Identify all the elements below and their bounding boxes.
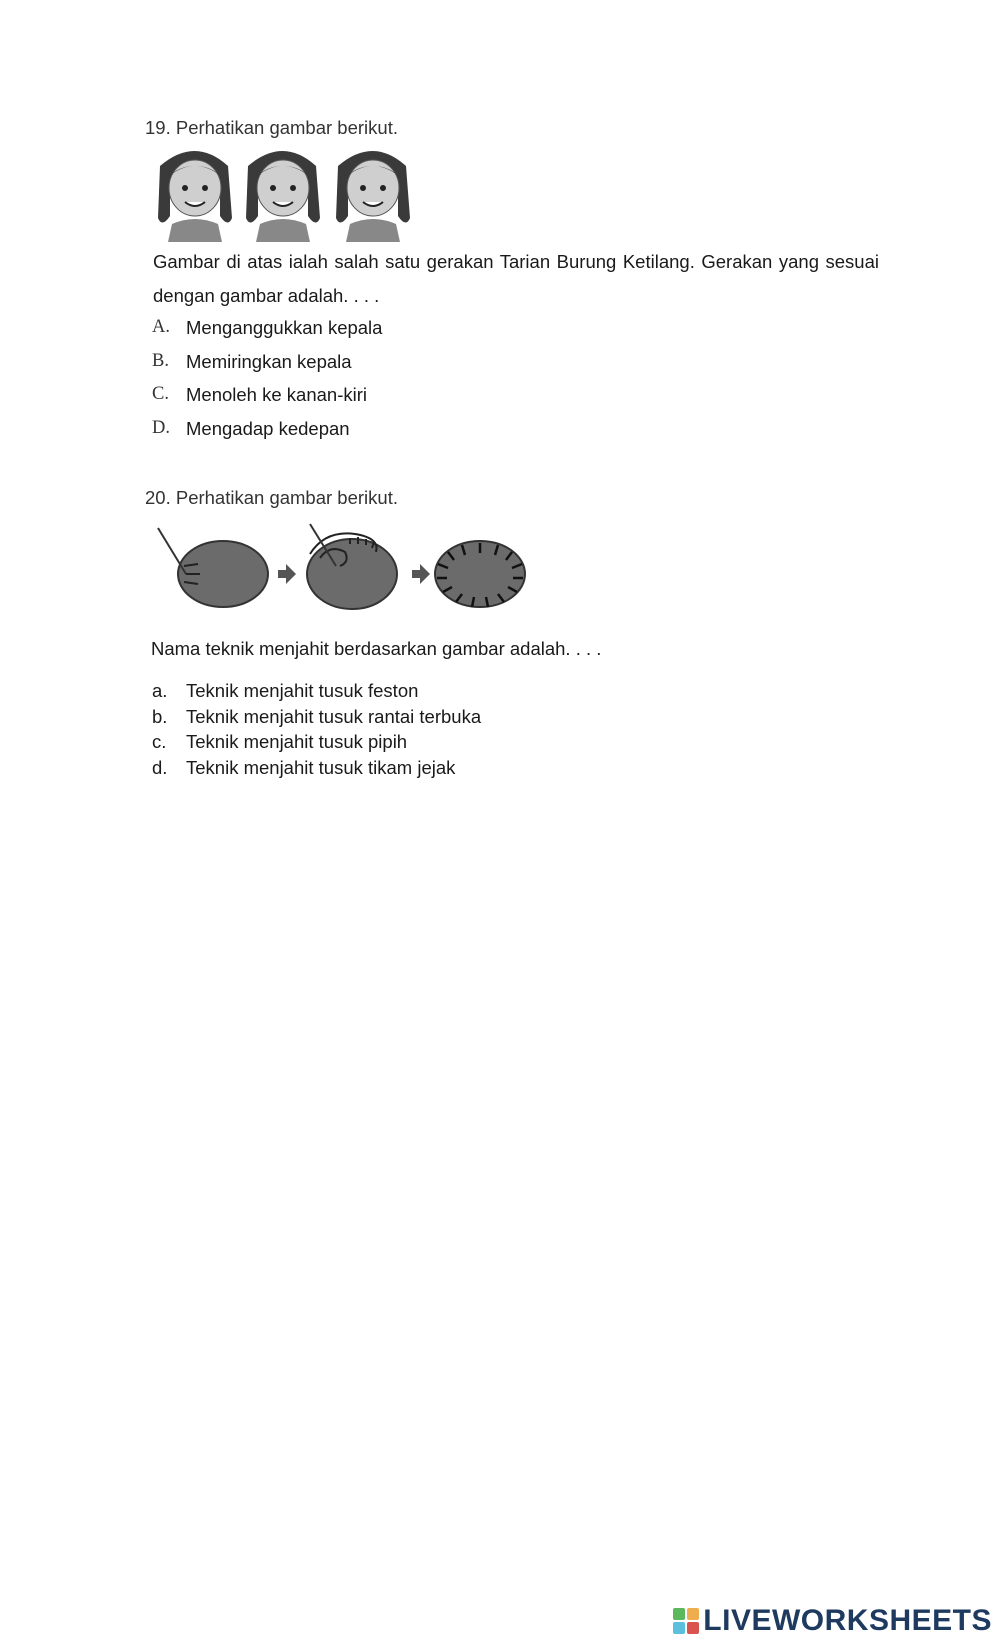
liveworksheets-logo-icon bbox=[673, 1608, 699, 1634]
girl-3-head-tilt-figure bbox=[336, 151, 410, 242]
q20-paragraph: Nama teknik menjahit berdasarkan gambar adalah. . . . bbox=[151, 638, 602, 659]
q20-figure-stitching-steps bbox=[150, 522, 535, 617]
step-2-loop-oval bbox=[307, 524, 397, 609]
option-text: Menoleh ke kanan-kiri bbox=[186, 384, 367, 405]
liveworksheets-logo-text: LIVEWORKSHEETS bbox=[703, 1604, 992, 1637]
q19-paragraph: Gambar di atas ialah salah satu gerakan Tarian Burung Ketilang. Gerakan yang sesuai dengan gambar adalah. . . . bbox=[153, 251, 879, 306]
option-letter: b. bbox=[152, 706, 168, 727]
q20-option-d[interactable] bbox=[152, 757, 455, 779]
q19-figure-three-girls bbox=[150, 146, 420, 242]
q20-heading-text: Perhatikan gambar berikut. bbox=[175, 487, 398, 508]
option-text: Teknik menjahit tusuk rantai terbuka bbox=[186, 706, 482, 727]
option-letter: c. bbox=[152, 731, 167, 752]
q20-number: 20. bbox=[145, 487, 171, 508]
q19-heading bbox=[145, 117, 398, 139]
q19-heading-text: Perhatikan gambar berikut. bbox=[175, 117, 398, 138]
q19-option-c[interactable] bbox=[152, 384, 367, 406]
option-text: Teknik menjahit tusuk feston bbox=[186, 680, 419, 701]
option-letter: C. bbox=[152, 384, 169, 404]
q19-option-d[interactable] bbox=[152, 418, 350, 440]
option-letter: a. bbox=[152, 680, 168, 701]
q20-option-c[interactable] bbox=[152, 731, 407, 753]
girl-1-head-tilt-figure bbox=[158, 151, 232, 242]
option-letter: A. bbox=[152, 317, 170, 337]
q19-number: 19. bbox=[145, 117, 171, 138]
q20-heading bbox=[145, 487, 398, 509]
option-text: Memiringkan kepala bbox=[186, 351, 352, 372]
option-text: Menganggukkan kepala bbox=[186, 317, 383, 338]
option-text: Mengadap kedepan bbox=[186, 418, 350, 439]
option-text: Teknik menjahit tusuk pipih bbox=[186, 731, 408, 752]
option-letter: d. bbox=[152, 757, 168, 778]
girl-2-head-front-figure bbox=[246, 151, 320, 242]
option-letter: D. bbox=[152, 418, 170, 438]
liveworksheets-logo[interactable] bbox=[673, 1603, 992, 1639]
q20-option-b[interactable] bbox=[152, 706, 481, 728]
q20-option-a[interactable] bbox=[152, 680, 418, 702]
step-1-needle-oval bbox=[158, 528, 268, 607]
q19-option-a[interactable] bbox=[152, 317, 382, 339]
option-text: Teknik menjahit tusuk tikam jejak bbox=[186, 757, 456, 778]
option-letter: B. bbox=[152, 351, 169, 371]
step-3-finished-oval bbox=[435, 541, 525, 607]
arrow-right-icon bbox=[278, 564, 296, 584]
q19-option-b[interactable] bbox=[152, 351, 352, 373]
arrow-right-icon bbox=[412, 564, 430, 584]
